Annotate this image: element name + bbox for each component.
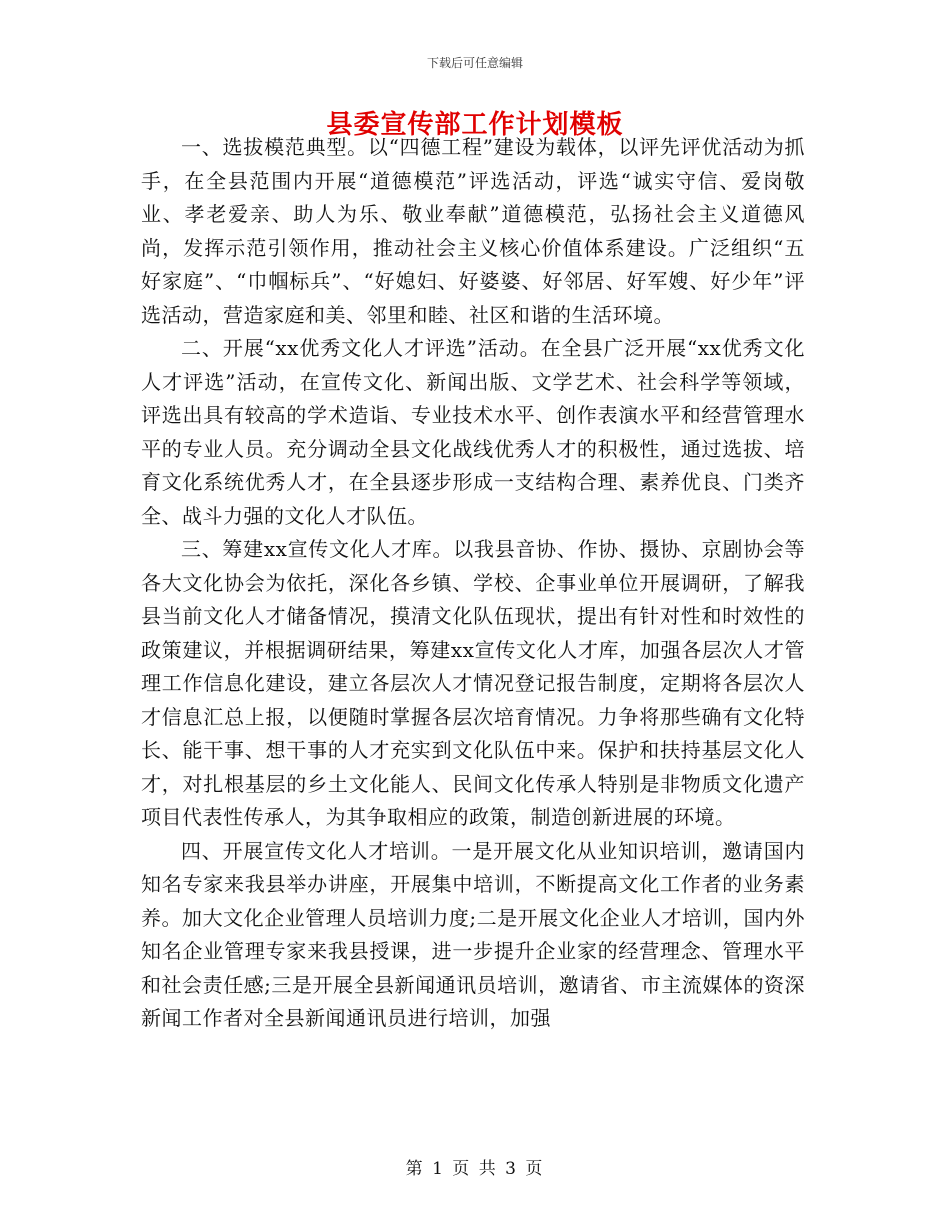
document-body — [141, 131, 805, 1036]
paragraph-4: 四、开展宣传文化人才培训。一是开展文化从业知识培训，邀请国内知名专家来我县举办讲座，开展集中培训，不断提高文化工作者的业务素养。加大文化企业管理人员培训力度;二是开展文化企业人才培训，国内外知名企业管理专家来我县授课，进一步提升企业家的经营理念、管理水平和社会责任感;三是开展全县新闻通讯员培训，邀请省、市主流媒体的资深新闻工作者对全县新闻通讯员进行培训，加强 — [141, 838, 805, 1030]
page-number-footer: 第 1 页 共 3 页 — [405, 1159, 545, 1179]
paragraph-3: 三、筹建xx宣传文化人才库。以我县音协、作协、摄协、京剧协会等各大文化协会为依托，深化各乡镇、学校、企事业单位开展调研，了解我县当前文化人才储备情况，摸清文化队伍现状，提出有针对性和时效性的政策建议，并根据调研结果，筹建xx宣传文化人才库，加强各层次人才管理工作信息化建设，建立各层次人才情况登记报告制度，定期将各层次人才信息汇总上报，以便随时掌握各层次培育情况。力争将那些确有文化特长、能干事、想干事的人才充实到文化队伍中来。保护和扶持基层文化人才，对扎根基层的乡土文化能人、民间文化传承人特别是非物质文化遗产项目代表性传承人，为其争取相应的政策，制造创新进展的环境。 — [141, 537, 805, 829]
paragraph-2: 二、开展“xx优秀文化人才评选”活动。在全县广泛开展“xx优秀文化人才评选”活动，在宣传文化、新闻出版、文学艺术、社会科学等领域，评选出具有较高的学术造诣、专业技术水平、创作表演水平和经营管理水平的专业人员。充分调动全县文化战线优秀人才的积极性，通过选拔、培育文化系统优秀人才，在全县逐步形成一支结构合理、素养优良、门类齐全、战斗力强的文化人才队伍。 — [141, 336, 805, 528]
document-title: 县委宣传部工作计划模板 — [326, 110, 624, 140]
paragraph-1: 一、选拔模范典型。以“四德工程”建设为载体，以评先评优活动为抓手，在全县范围内开展“道德模范”评选活动，评选“诚实守信、爱岗敬业、孝老爱亲、助人为乐、敬业奉献”道德模范，弘扬社会主义道德风尚，发挥示范引领作用，推动社会主义核心价值体系建设。广泛组织“五好家庭”、“巾帼标兵”、“好媳妇、好婆婆、好邻居、好军嫂、好少年”评选活动，营造家庭和美、邻里和睦、社区和谐的生活环境。 — [141, 135, 805, 327]
page-header-note: 下载后可任意编辑 — [426, 56, 523, 70]
